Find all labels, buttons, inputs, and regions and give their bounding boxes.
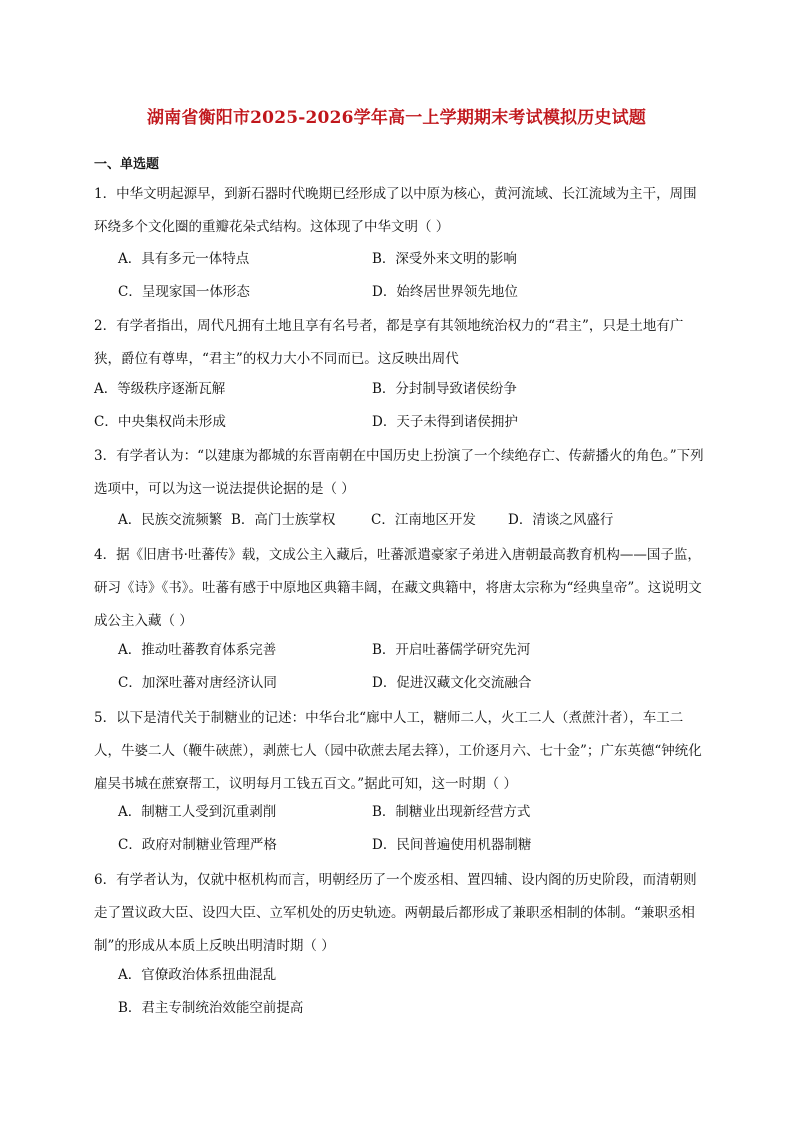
option[interactable]: A．官僚政治体系扭曲混乱	[118, 967, 277, 983]
section-heading: 一、单选题	[94, 157, 160, 172]
option[interactable]: A．制糖工人受到沉重剥削	[118, 804, 277, 820]
option[interactable]: C．加深吐蕃对唐经济认同	[118, 675, 277, 691]
option[interactable]: A．具有多元一体特点	[118, 251, 250, 267]
option[interactable]: A．推动吐蕃教育体系完善	[118, 642, 277, 658]
option[interactable]: D．促进汉藏文化交流融合	[372, 675, 532, 691]
option[interactable]: C．中央集权尚未形成	[94, 414, 226, 430]
option[interactable]: D．民间普遍使用机器制糖	[372, 837, 532, 853]
option[interactable]: B．高门士族掌权	[231, 512, 336, 528]
option[interactable]: B．君主专制统治效能空前提高	[118, 1000, 304, 1016]
question-stem: 6．有学者认为，仅就中枢机构而言，明朝经历了一个废丞相、置四辅、设内阁的历史阶段，而清朝则走了置议政大臣、设四大臣、立军机处的历史轨迹。两朝最后都形成了兼职丞相制的体制。“兼职丞相制”的形成从本质上反映出明清时期（ ）	[94, 872, 697, 954]
option[interactable]: B．深受外来文明的影响	[372, 251, 517, 267]
question-stem: 2．有学者指出，周代凡拥有土地且享有名号者，都是享有其领地统治权力的“君主”，只是土地有广狭，爵位有尊卑，“君主”的权力大小不同而已。这反映出周代	[94, 318, 684, 367]
option[interactable]: C．呈现家国一体形态	[118, 284, 250, 300]
option[interactable]: B．分封制导致诸侯纷争	[372, 381, 517, 397]
option[interactable]: D．天子未得到诸侯拥护	[372, 414, 518, 430]
question-stem: 3．有学者认为：“以建康为都城的东晋南朝在中国历史上扮演了一个续绝存亡、传薪播火的角色。”下列选项中，可以为这一说法提供论据的是（ ）	[94, 448, 704, 497]
question-stem: 1．中华文明起源早，到新石器时代晚期已经形成了以中原为核心，黄河流域、长江流域为主干，周围环绕多个文化圈的重瓣花朵式结构。这体现了中华文明（ ）	[94, 186, 697, 235]
option[interactable]: B．制糖业出现新经营方式	[372, 804, 531, 820]
page-title: 湖南省衡阳市2025-2026学年高一上学期期末考试模拟历史试题	[146, 108, 647, 128]
option[interactable]: C．江南地区开发	[371, 512, 476, 528]
option[interactable]: C．政府对制糖业管理严格	[118, 837, 277, 853]
option[interactable]: D．清谈之风盛行	[508, 512, 614, 528]
option[interactable]: B．开启吐蕃儒学研究先河	[372, 642, 531, 658]
option[interactable]: A．民族交流频繁	[118, 512, 223, 528]
option[interactable]: D．始终居世界领先地位	[372, 284, 518, 300]
question-stem: 4．据《旧唐书·吐蕃传》载，文成公主入藏后，吐蕃派遣豪家子弟进入唐朝最高教育机构——国子监，研习《诗》《书》。吐蕃有感于中原地区典籍丰阔，在藏文典籍中，将唐太宗称为“经典皇帝”。这说明文成公主入藏（ ）	[94, 547, 702, 629]
option[interactable]: A．等级秩序逐渐瓦解	[94, 381, 226, 397]
question-stem: 5．以下是清代关于制糖业的记述：中华台北“廊中人工，糖师二人，火工二人（煮蔗汁者），车工二人，牛婆二人（鞭牛硖蔗），剥蔗七人（园中砍蔗去尾去箨），工价逐月六、七十金”；广东英德“钟统化雇吴书城在蔗寮帮工，议明每月工钱五百文。”据此可知，这一时期（ ）	[94, 710, 702, 792]
